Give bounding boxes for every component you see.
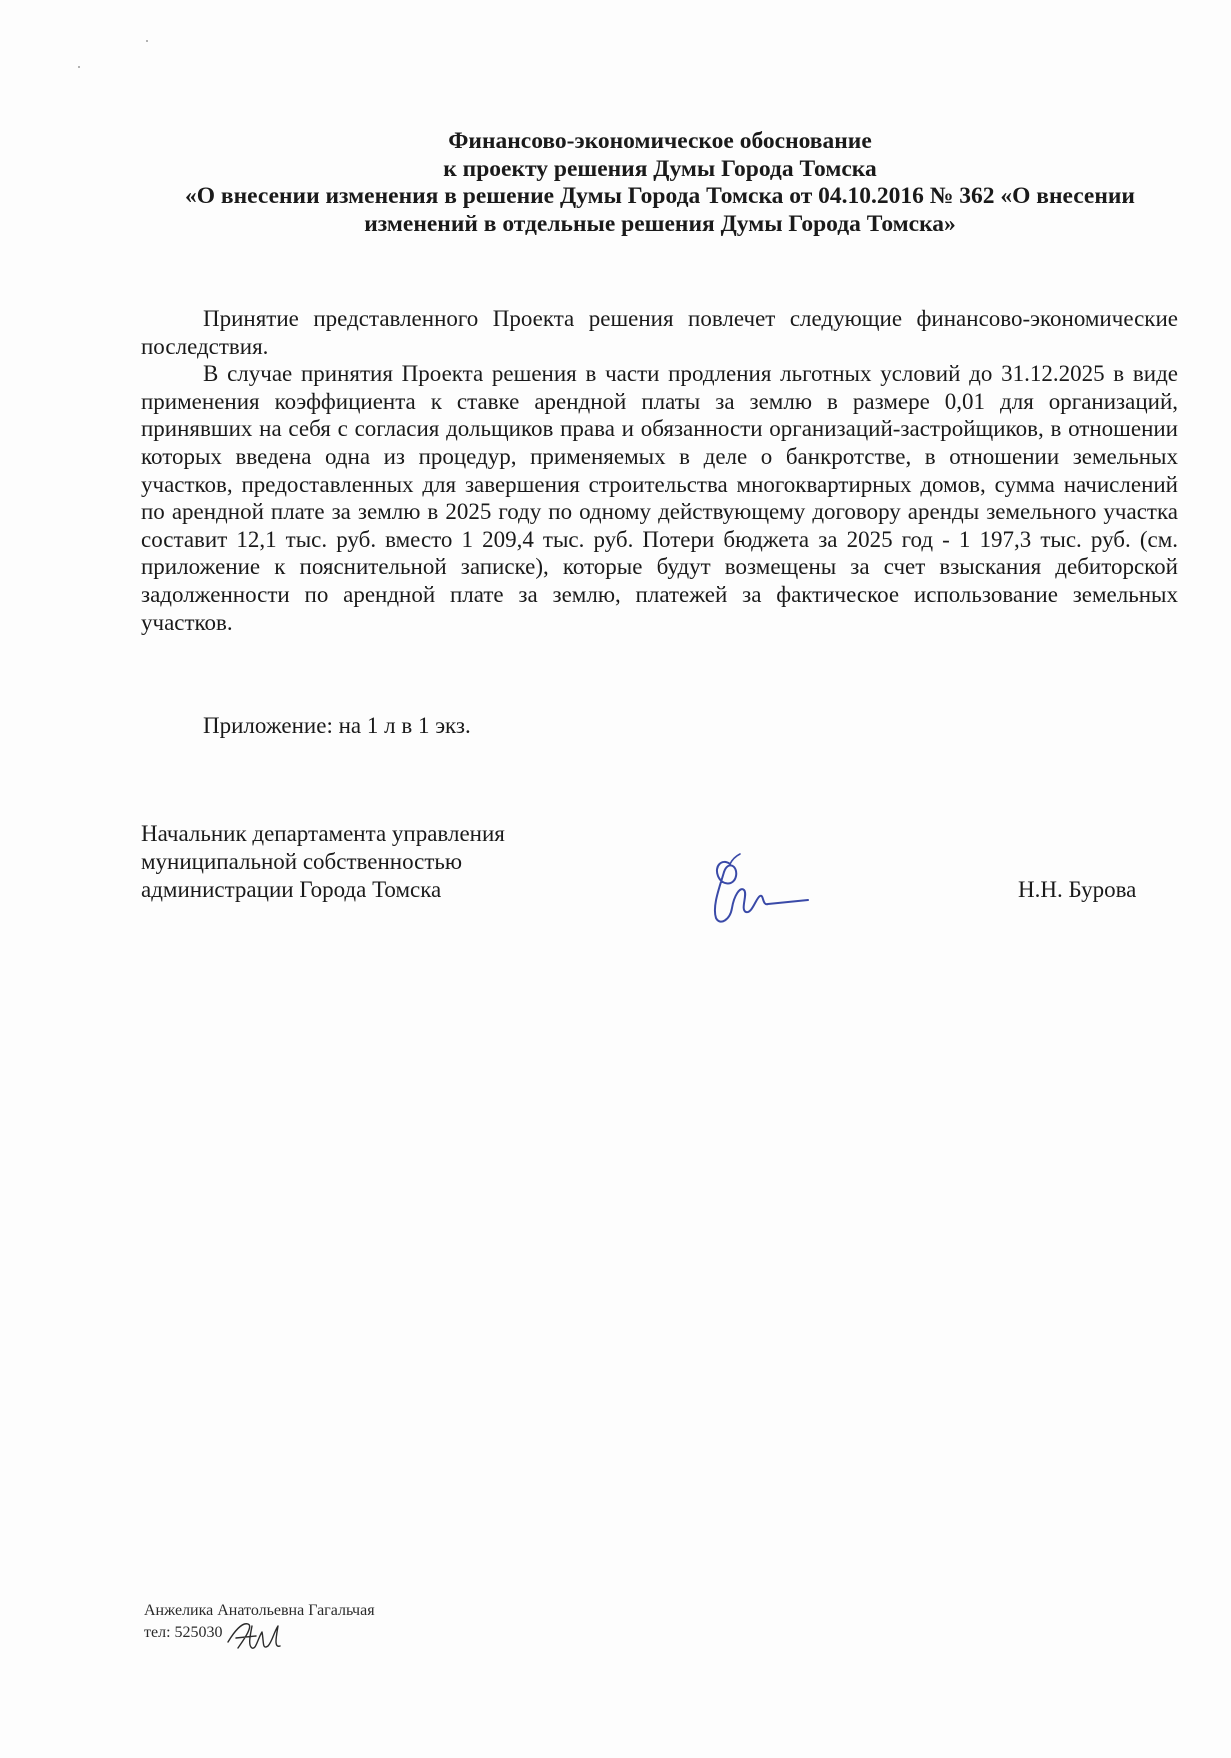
executor-name: Анжелика Анатольевна Гагальчая [144, 1602, 375, 1619]
scan-speck [78, 66, 80, 68]
signatory-position-line: Начальник департамента управления [141, 821, 505, 846]
executor-phone: тел: 525030 [144, 1624, 223, 1641]
signatory-name: Н.Н. Бурова [1018, 877, 1137, 902]
scan-speck [146, 40, 148, 42]
handwritten-signature [700, 846, 810, 932]
body-paragraph: В случае принятия Проекта решения в части продления льготных условий до 31.12.2025 в виде применения коэффициента к ставке арендной платы за землю в размере 0,01 для организаций, принявших на себя с согласия дольщиков права и обязанности организаций-застройщиков, в отношении которых введена одна из процедур, применяемых в деле о банкротстве, в отношении земельных участков, предоставленных для завершения строительства многоквартирных домов, сумма начислений по арендной плате за землю в 2025 году по одному действующему договору аренды земельного участка составит 12,1 тыс. руб. вместо 1 209,4 тыс. руб. Потери бюджета за 2025 год - 1 197,3 тыс. руб. (см. приложение к пояснительной записке), которые будут возмещены за счет взыскания дебиторской задолженности по арендной плате за землю, платежей за фактическое использование земельных участков. [141, 361, 1178, 635]
body-paragraph: Принятие представленного Проекта решения повлечет следующие финансово-экономические последствия. [141, 306, 1178, 359]
signatory-position-line: муниципальной собственностью [141, 849, 463, 874]
title-line: изменений в отдельные решения Думы Города Томска» [364, 210, 956, 237]
title-line: «О внесении изменения в решение Думы Города Томска от 04.10.2016 № 362 «О внесении [185, 183, 1135, 209]
document-title [140, 128, 1180, 238]
signatory-position-line: администрации Города Томска [141, 877, 442, 902]
document-body [141, 305, 1178, 636]
signatory-position [141, 820, 505, 904]
executor-initials-mark [222, 1612, 292, 1658]
appendix-note: Приложение: на 1 л в 1 экз. [203, 713, 471, 738]
title-line: Финансово-экономическое обоснование [448, 128, 872, 154]
title-line: к проекту решения Думы Города Томска [443, 155, 877, 182]
